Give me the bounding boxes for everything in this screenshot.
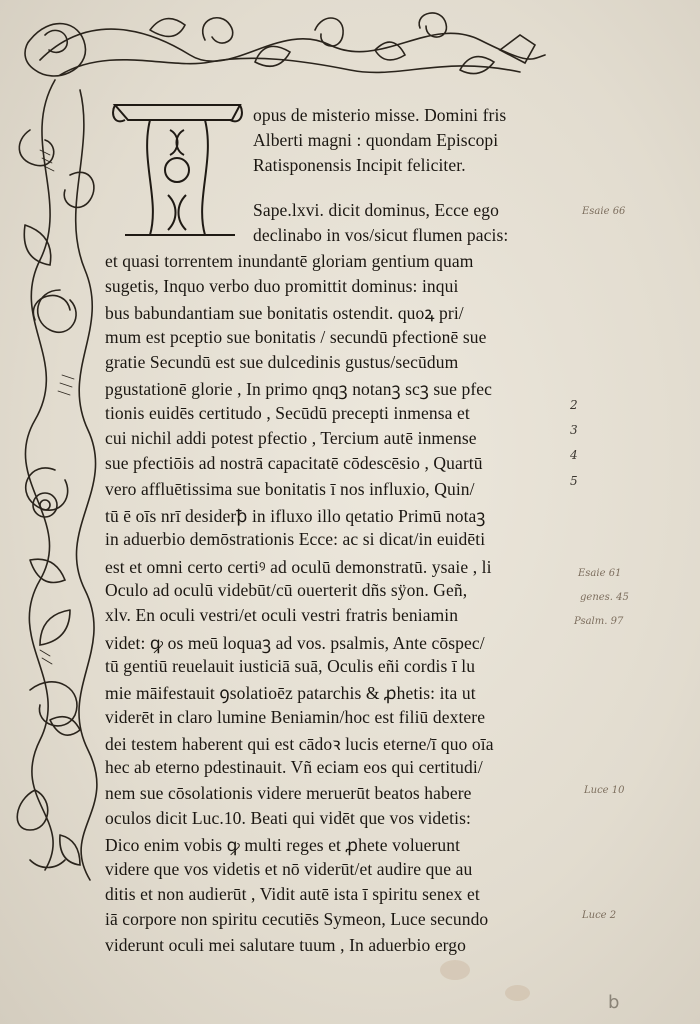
text-line: hec ab eterno pdestinauit. Vñ eciam eos qui certitudi/ (105, 757, 483, 777)
text-line: viderunt oculi mei salutare tuum , In aduerbio ergo (105, 935, 466, 955)
text-line: Oculo ad oculū videbūt/cū ouerterit dñs sÿon. Geñ, (105, 580, 468, 600)
text-line: Dico enim vobis ꝙ multi reges et ꝓhete voluerunt (105, 835, 461, 855)
text-line: oculos dicit Luc.10. Beati qui vidēt que vos videtis: (105, 808, 471, 828)
text-line: videt: ꝙ os meū loquaꝫ ad vos. psalmis, Ante cōspec/ (105, 633, 485, 653)
text-line: dei testem haberent qui est cādoꝛ lucis eterne/ī quo oīa (105, 734, 494, 754)
text-line: declinabo in vos/sicut flumen pacis: (253, 225, 509, 245)
right-edge-mark: 5 (570, 474, 578, 488)
text-line: mum est pceptio sue bonitatis / secundū pfectionē sue (105, 327, 487, 347)
margin-note: Psalm. 97 (574, 616, 624, 627)
text-line: nem sue cōsolationis videre meruerūt beatos habere (105, 783, 472, 803)
text-line: vero affluētissima sue bonitatis ī nos influxio, Quin/ (105, 479, 475, 499)
right-edge-mark: 2 (570, 398, 578, 412)
text-line: Sape.lxvi. dicit dominus, Ecce ego (253, 200, 499, 220)
text-line: videre que vos videtis et nō viderūt/et audire que au (105, 859, 473, 879)
margin-note: genes. 45 (580, 592, 629, 603)
text-line: tū ē oīs nrī desiderꝥ in ifluxo illo qetatio Primū notaꝫ (105, 506, 486, 526)
text-line: tionis euidēs certitudo , Secūdū precepti inmensa et (105, 403, 470, 423)
paper-stain (505, 985, 530, 1001)
text-line: sugetis, Inquo verbo duo promittit dominus: inqui (105, 276, 459, 296)
text-line: sue pfectiōis ad nostrā capacitatē cōdescēsio , Quartū (105, 453, 483, 473)
decorated-initial-i (110, 100, 245, 240)
right-edge-mark: 4 (570, 448, 578, 462)
text-line: cui nichil addi potest pfectio , Tercium autē inmense (105, 428, 477, 448)
text-line: bus babundantiam sue bonitatis ostendit. quoꝝ pri/ (105, 303, 464, 323)
heading-line: Alberti magni : quondam Episcopi (253, 130, 499, 150)
margin-note: Luce 2 (582, 910, 617, 921)
text-line: viderēt in claro lumine Beniamin/hoc est filiū dextere (105, 707, 486, 727)
text-line: in aduerbio demōstrationis Ecce: ac si dicat/in euidēti (105, 529, 486, 549)
margin-note: Esaie 66 (582, 206, 626, 217)
paper-stain (440, 960, 470, 980)
margin-note: Esaie 61 (578, 568, 622, 579)
margin-note: Luce 10 (584, 785, 625, 796)
text-line: est et omni certo certiꝰ ad oculū demonstratū. ysaie , li (105, 557, 492, 577)
text-line: tū gentiū reuelauit iusticiā suā, Oculis eñi cordis ī lu (105, 656, 476, 676)
text-line: ditis et non audierūt , Vidit autē ista ī spiritu senex et (105, 884, 480, 904)
heading-line: opus de misterio misse. Domini fris (253, 105, 507, 125)
text-line: gratie Secundū est sue dulcedinis gustus/secūdum (105, 352, 459, 372)
right-edge-mark: 3 (570, 423, 578, 437)
bottom-mark: b (608, 992, 620, 1013)
text-line: pgustationē glorie , In primo qnqꝫ notanꝫ scꝫ sue pfec (105, 379, 493, 399)
heading-line: Ratisponensis Incipit feliciter. (253, 155, 466, 175)
text-line: mie māifestauit ꝯsolatioēz patarchis & ꝓhetis: ita ut (105, 683, 476, 703)
text-line: et quasi torrentem inundantē gloriam gentium quam (105, 251, 474, 271)
text-line: xlv. En oculi vestri/et oculi vestri fratris beniamin (105, 605, 459, 625)
text-line: iā corpore non spiritu cecutiēs Symeon, Luce secundo (105, 909, 489, 929)
